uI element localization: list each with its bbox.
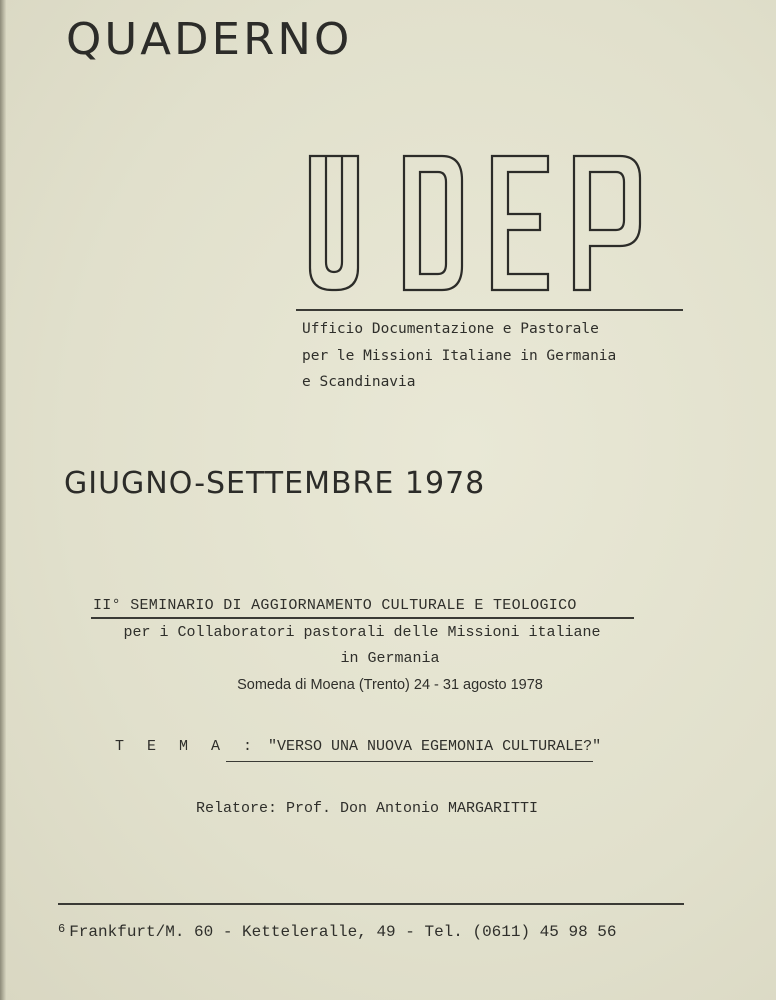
footer-address	[58, 922, 617, 941]
office-line: per le Missioni Italiane in Germania	[302, 347, 617, 364]
logo-letter-e	[492, 156, 548, 290]
theme-label: T E M A :	[115, 738, 260, 755]
office-description	[302, 316, 616, 396]
footer-rule	[58, 903, 684, 905]
logo-letter-u	[310, 156, 358, 290]
page-edge-shadow	[0, 0, 6, 1000]
theme-line	[115, 738, 601, 755]
issue-period: GIUGNO-SETTEMBRE 1978	[64, 466, 486, 501]
postal-prefix: 6	[58, 922, 66, 936]
office-line: Ufficio Documentazione e Pastorale	[302, 321, 599, 337]
speaker-line: Relatore: Prof. Don Antonio MARGARITTI	[196, 800, 539, 817]
udep-logo	[302, 150, 652, 300]
header-title: QUADERNO	[66, 14, 353, 65]
logo-underline	[296, 309, 683, 311]
logo-letter-p	[574, 156, 640, 290]
seminar-audience-country: in Germania	[340, 650, 440, 667]
seminar-audience: per i Collaboratori pastorali delle Missioni italiane	[123, 624, 601, 641]
logo-letter-d	[404, 156, 462, 290]
office-line: e Scandinavia	[302, 374, 416, 390]
theme-underline	[226, 761, 593, 762]
seminar-place-date: Someda di Moena (Trento) 24 - 31 agosto 1978	[237, 677, 543, 693]
theme-value: "VERSO UNA NUOVA EGEMONIA CULTURALE?"	[268, 738, 602, 755]
address-text: Frankfurt/M. 60 - Ketteleralle, 49 - Tel. (0611) 45 98 56	[69, 923, 617, 941]
seminar-title: II° SEMINARIO DI AGGIORNAMENTO CULTURALE E TEOLOGICO	[93, 597, 577, 614]
seminar-title-underline	[91, 617, 634, 619]
